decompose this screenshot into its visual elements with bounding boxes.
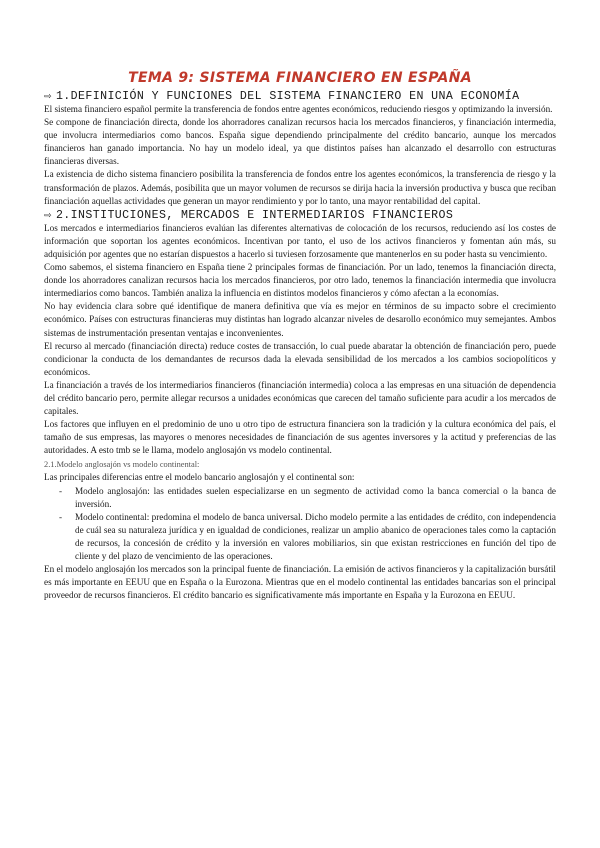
list-intro: Las principales diferencias entre el modelo bancario anglosajón y el continental son:	[44, 472, 355, 483]
section-1-heading	[44, 90, 556, 103]
section-2-paragraph: La financiación a través de los intermediarios financieros (financiación intermedia) coloca a las empresas en una situación de dependencia del crédito bancario pero, permite allegar recursos a unidades económicas que carecen del tamaño suficiente para acudir a los mercados de capitales.	[44, 379, 556, 417]
section-2-paragraph: Los mercados e intermediarios financieros evalúan las diferentes alternativas de colocación de los recursos, reduciendo así los costes de información que soportan los agentes económicos. Incentivan por tanto, el uso de los activos financieros y fomentan aún más, su adquisición por agentes que no estarían dispuestos a hacerlo si tuviesen forzosamente que mantenerlos en su poder hasta su vencimiento.	[44, 222, 556, 259]
bullet-marker: -	[59, 511, 63, 522]
list-item	[59, 485, 556, 511]
section-2-paragraph: El recurso al mercado (financiación directa) reduce costes de transacción, lo cual puede abaratar la obtención de financiación pero, puede condicionar la conducta de los demandantes de recursos dada la elevada sensibilidad de los mercados a los cambios sociopolíticos y económicos.	[44, 340, 556, 377]
bullet-list	[44, 485, 556, 564]
closing-paragraph: En el modelo anglosajón los mercados son la principal fuente de financiación. La emisión de activos financieros y la capitalización bursátil es más importante en EEUU que en España o la Eurozona. Mientras que en el modelo continental las entidades bancarias son el principal proveedor de recursos financieros. El crédito bancario es significativamente más importante en España y la Eurozona en EEUU.	[44, 564, 556, 601]
list-item	[59, 511, 556, 563]
right-arrow-icon: ⇨	[44, 92, 52, 102]
page-title: TEMA 9: SISTEMA FINANCIERO EN ESPAÑA	[128, 70, 472, 86]
section-2-heading-text: 2.INSTITUCIONES, MERCADOS E INTERMEDIARIOS FINANCIEROS	[55, 208, 454, 222]
section-2-paragraph: Como sabemos, el sistema financiero en España tiene 2 principales formas de financiación. Por un lado, tenemos la financiación directa, donde los ahorradores canalizan recursos hacia los mercados financieros, por otro lado, tenemos la financiación intermedia que involucra intermediarios como bancos. También analiza la influencia en distintos modelos financieros y cómo afectan a la economías.	[44, 262, 556, 299]
section-1-paragraph: El sistema financiero español permite la transferencia de fondos entre agentes económicos, reduciendo riesgos y optimizando la inversión.	[44, 104, 553, 114]
section-1-paragraph: La existencia de dicho sistema financiero posibilita la transferencia de fondos entre los agentes económicos, la transferencia de riesgo y la transformación de plazos. Además, posibilita que un mayor volumen de recursos se dirija hacia la inversión productiva y busca que reciban financiación aquellas actividades que generan un mayor rendimiento y por lo tanto, una mayor rentabilidad del capital.	[44, 169, 556, 206]
section-1-heading-text: 1.DEFINICIÓN Y FUNCIONES DEL SISTEMA FINANCIERO EN UNA ECONOMÍA	[55, 90, 520, 103]
section-2-paragraph: No hay evidencia clara sobre qué identifique de manera definitiva que vía es mejor en términos de su impacto sobre el crecimiento económico. Países con estructuras financieras muy distintas han logrado alcanzar niveles de desarollo económico muy semejantes. Ambos sistemas de instrumentación presentan ventajas e inconvenientes.	[44, 301, 556, 338]
list-item-text: Modelo continental: predomina el modelo de banca universal. Dicho modelo permite a las entidades de crédito, con independencia de cuál sea su naturaleza jurídica y en igualdad de condiciones, realizar un amplio abanico de operaciones tales como la captación de recursos, la concesión de crédito y la inversión en valores mobiliarios, sin que existan restricciones en función del tipo de cliente y del plazo de vencimiento de las operaciones.	[75, 511, 556, 561]
bullet-marker: -	[59, 485, 63, 496]
section-2-paragraph: Los factores que influyen en el predominio de uno u otro tipo de estructura financiera son la tradición y la cultura económica del país, el tamaño de sus empresas, las mayores o menores necesidades de financiación de sus agentes inversores y la actitud y preferencias de las autoridades. A esto tmb se le llama, modelo anglosajón vs modelo continental.	[44, 419, 556, 456]
right-arrow-icon: ⇨	[44, 210, 52, 221]
section-2-heading	[44, 209, 556, 222]
subsection-heading: 2.1.Modelo anglosajón vs modelo continental:	[44, 460, 200, 470]
section-1-paragraph: Se compone de financiación directa, donde los ahorradores canalizan recursos hacia los mercados financieros, y financiación intermedia, que involucra intermediarios como bancos. España sigue dependiendo principalmente del crédito bancario, aunque los mercados financieros han ganado importancia. No hay un modelo ideal, ya que distintos países han alcanzado el desarrollo con estructuras financieras diversas.	[44, 117, 556, 167]
list-item-text: Modelo anglosajón: las entidades suelen especializarse en un segmento de actividad como la banca comercial o la banca de inversión.	[75, 485, 556, 509]
